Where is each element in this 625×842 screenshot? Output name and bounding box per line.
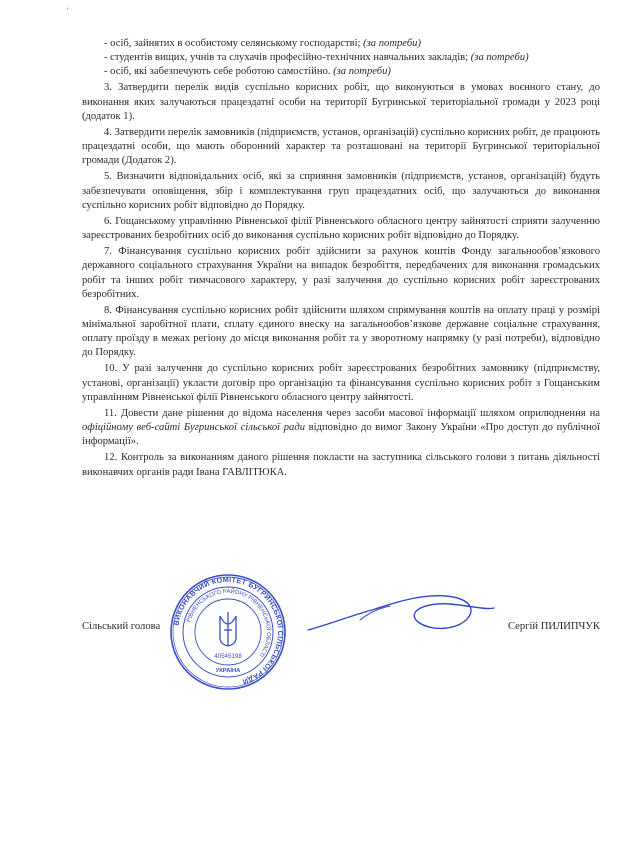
- paragraph-12: 12. Контроль за виконанням даного рішення покласти на заступника сільського голови з питань діяльності виконавчих органів ради Івана ГАВЛІТЮКА.: [82, 452, 600, 478]
- signatory-name: Сергій ПИЛИПЧУК: [507, 621, 600, 632]
- paragraph-11-end: відповідно до вимог Закону України «Про доступ до публічної інформації».: [82, 422, 600, 448]
- list-item-note: (за потреби): [363, 38, 422, 49]
- paragraph-11-start: 11. Довести дане рішення до відома населення через засоби масової інформації шляхом оприлюднення на: [104, 407, 600, 419]
- stamp-outer-text: ВИКОНАВЧИЙ КОМІТЕТ БУГРИНСЬКОЇ СІЛЬСЬКОЇ РАДИ: [171, 574, 286, 687]
- corner-mark: ’: [66, 6, 69, 16]
- paragraph-11: [82, 407, 600, 449]
- paragraph-5: 5. Визначити відповідальних осіб, які за сприяння замовників (підприємств, установ, організацій) будуть забезпечувати оповіщення, збір і комплектування груп працездатних осіб, що залучаються до виконання суспільно корисних робіт відповідно до Порядку.: [82, 171, 600, 211]
- list-item-text: - осіб, які забезпечують себе роботою самостійно.: [104, 66, 334, 78]
- list-item: [104, 65, 600, 79]
- signature-row: [82, 621, 600, 637]
- list-item: [104, 37, 600, 51]
- list-item-note: (за потреби): [470, 52, 529, 64]
- official-website-text: офіційному веб-сайті Бугринської сільської ради: [82, 422, 305, 434]
- list-item-text: - студентів вищих, учнів та слухачів професійно-технічних навчальних закладів;: [104, 52, 471, 64]
- paragraph-4: 4. Затвердити перелік замовників (підприємств, установ, організацій) суспільно корисних робіт, де працюють працездатні особи, що мають оборонний характер та розташовані на території Бугринської територіальної громади (Додаток 2).: [82, 126, 600, 167]
- stamp-inner-text: РІВНЕНСЬКОГО РАЙОНУ РІВНЕНСЬКОЇ ОБЛАСТІ: [186, 588, 272, 658]
- list-item: [104, 51, 600, 65]
- list-item-text: - осіб, зайнятих в особистому селянському господарстві;: [104, 38, 364, 49]
- paragraph-7: 7. Фінансування суспільно корисних робіт здійснити за рахунок коштів Фонду загальнообов’язкового державного соціального страхування України на випадок безробіття, передбачених для виконання громадських робіт та інших робіт тимчасового характеру, у разі залучення до суспільно корисних робіт зареєстрованих безробітних.: [82, 246, 600, 300]
- signatory-title: Сільський голова: [82, 621, 161, 632]
- stamp-code: 40545198: [214, 653, 242, 660]
- paragraph-8: 8. Фінансування суспільно корисних робіт здійснити шляхом спрямування коштів на оплату праці у розмірі мінімальної заробітної плати, сплату єдиного внеску на загальнообов’язкове державне соціальне страхування, оплату проїзду в межах регіону до місця виконання робіт та у зворотному напрямку (у разі потреби), відповідно до Порядку.: [82, 304, 600, 359]
- paragraph-3: 3. Затвердити перелік видів суспільно корисних робіт, що виконуються в умовах воєнного стану, до виконання яких залучаються працездатні особи на території Бугринської територіальної громади у 2023 році (додаток 1).: [82, 82, 600, 122]
- stamp-country: УКРАЇНА: [215, 668, 241, 674]
- paragraph-6: 6. Гощанському управлінню Рівненської філії Рівненського обласного центру зайнятості сприяти залученню зареєстрованих безробітних осіб до виконання суспільно корисних робіт відповідно до Порядку.: [82, 215, 600, 242]
- list-item-note: (за потреби): [333, 66, 391, 78]
- paragraph-10: 10. У разі залучення до суспільно корисних робіт зареєстрованих безробітних замовнику (підприємству, установі, організації) укласти договір про організацію та фінансування суспільно корисних робіт з Гощанським управлінням Рівненської філії Рівненського обласного центру зайнятості.: [82, 363, 600, 403]
- decision-body: [82, 37, 600, 480]
